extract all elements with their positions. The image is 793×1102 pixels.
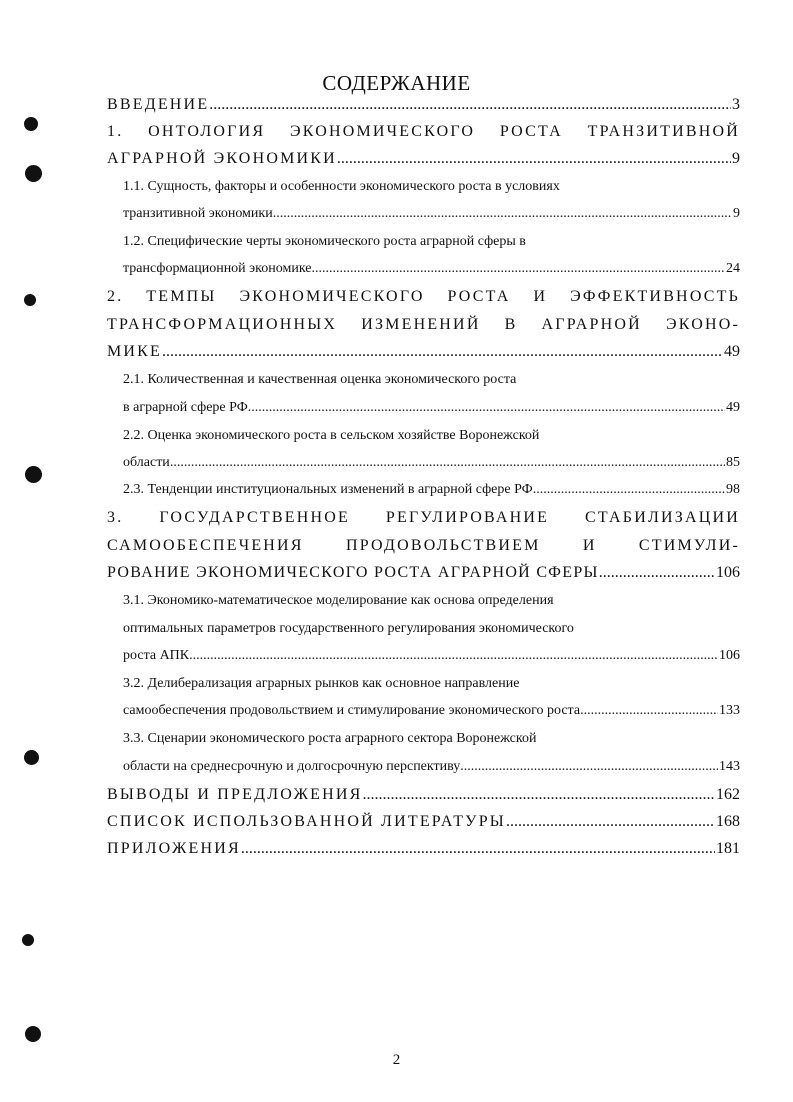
toc-label: области на среднесрочную и долгосрочную перспективу [123,759,461,774]
toc-section-2-1-line-2 [123,397,740,419]
toc-section-1-2-line-1: 1.2. Специфические черты экономического роста аграрной сферы в [123,234,526,249]
binder-hole-mark [25,466,42,483]
binder-hole-mark [24,294,36,306]
toc-label: АГРАРНОЙ ЭКОНОМИКИ [107,150,337,167]
toc-dot-leader [170,452,725,474]
toc-page-number: 106 [716,564,740,581]
toc-dot-leader [580,700,718,722]
toc-section-2-1-line-1: 2.1. Количественная и качественная оценка экономического роста [123,372,517,387]
toc-page-number: 3 [732,96,740,113]
toc-page-number: 106 [719,648,740,663]
toc-label: трансформационной экономике [123,261,312,276]
toc-page-number: 133 [719,703,740,718]
toc-dot-leader [248,397,725,419]
toc-section-2-2-line-2 [123,452,740,474]
toc-section-2-3 [123,479,740,501]
toc-section-1-1-line-2 [123,203,740,225]
toc-section-1-2-line-2 [123,258,740,280]
toc-label: ВЫВОДЫ И ПРЕДЛОЖЕНИЯ [107,786,363,803]
toc-page-number: 162 [716,786,740,803]
toc-dot-leader [506,811,715,833]
toc-dot-leader [312,258,725,280]
toc-entry-introduction [107,94,740,116]
toc-label: в аграрной сфере РФ [123,400,248,415]
toc-entry-references [107,811,740,833]
toc-entry-conclusions [107,784,740,806]
toc-section-3-3-line-1: 3.3. Сценарии экономического роста аграрного сектора Воронежской [123,731,537,746]
toc-section-3-1-line-2: оптимальных параметров государственного регулирования экономического [123,621,574,636]
toc-entry-appendix [107,838,740,860]
toc-section-3-3-line-2 [123,756,740,778]
toc-section-3-2-line-1: 3.2. Делиберализация аграрных рынков как основное направление [123,676,520,691]
toc-section-3-2-line-2 [123,700,740,722]
toc-label: МИКЕ [107,343,163,360]
page-title: СОДЕРЖАНИЕ [322,71,471,95]
toc-page-number: 9 [732,150,740,167]
toc-page-number: 98 [726,482,740,497]
toc-page-number: 49 [726,400,740,415]
toc-label: РОВАНИЕ ЭКОНОМИЧЕСКОГО РОСТА АГРАРНОЙ СФЕРЫ [107,564,599,581]
toc-chapter-1-line-1: 1. ОНТОЛОГИЯ ЭКОНОМИЧЕСКОГО РОСТА ТРАНЗИТИВНОЙ [107,123,740,140]
toc-chapter-3-line-2: САМООБЕСПЕЧЕНИЯ ПРОДОВОЛЬСТВИЕМ И СТИМУЛИ- [107,537,740,554]
binder-hole-mark [22,934,34,946]
toc-chapter-1-line-2 [107,148,740,170]
toc-section-1-1-line-1: 1.1. Сущность, факторы и особенности экономического роста в условиях [123,179,560,194]
toc-section-2-2-line-1: 2.2. Оценка экономического роста в сельском хозяйстве Воронежской [123,428,540,443]
toc-dot-leader [162,341,723,363]
toc-label: ВВЕДЕНИЕ [107,96,210,113]
toc-chapter-2-line-1: 2. ТЕМПЫ ЭКОНОМИЧЕСКОГО РОСТА И ЭФФЕКТИВНОСТЬ [107,288,740,305]
toc-label: ПРИЛОЖЕНИЯ [107,840,241,857]
toc-dot-leader [363,784,715,806]
binder-hole-mark [24,117,38,131]
toc-label: самообеспечения продовольствием и стимулирование экономического роста [123,703,581,718]
toc-dot-leader [599,562,715,584]
binder-hole-mark [25,165,42,182]
toc-dot-leader [241,838,715,860]
toc-label: транзитивной экономики [123,206,273,221]
toc-page-number: 9 [733,206,740,221]
toc-page-number: 85 [726,455,740,470]
toc-page-number: 24 [726,261,740,276]
toc-page-number: 168 [716,813,740,830]
toc-section-3-1-line-3 [123,645,740,667]
toc-label: 2.3. Тенденции институциональных изменений в аграрной сфере РФ [123,482,533,497]
toc-label: СПИСОК ИСПОЛЬЗОВАННОЙ ЛИТЕРАТУРЫ [107,813,506,830]
toc-dot-leader [460,756,718,778]
toc-section-3-1-line-1: 3.1. Экономико-математическое моделирование как основа определения [123,593,554,608]
toc-page-number: 181 [716,840,740,857]
page-number: 2 [392,1052,401,1068]
toc-dot-leader [273,203,732,225]
toc-chapter-3-line-3 [107,562,740,584]
binder-hole-mark [25,1026,41,1042]
toc-dot-leader [337,148,731,170]
binder-hole-mark [24,750,39,765]
toc-label: области [123,455,170,470]
toc-page-number: 143 [719,759,740,774]
toc-label: роста АПК [123,648,190,663]
toc-chapter-2-line-2: ТРАНСФОРМАЦИОННЫХ ИЗМЕНЕНИЙ В АГРАРНОЙ ЭКОНО- [107,316,740,333]
toc-dot-leader [209,94,731,116]
toc-dot-leader [533,479,725,501]
toc-chapter-2-line-3 [107,341,740,363]
toc-page-number: 49 [724,343,740,360]
toc-chapter-3-line-1: 3. ГОСУДАРСТВЕННОЕ РЕГУЛИРОВАНИЕ СТАБИЛИЗАЦИИ [107,509,740,526]
toc-dot-leader [189,645,718,667]
